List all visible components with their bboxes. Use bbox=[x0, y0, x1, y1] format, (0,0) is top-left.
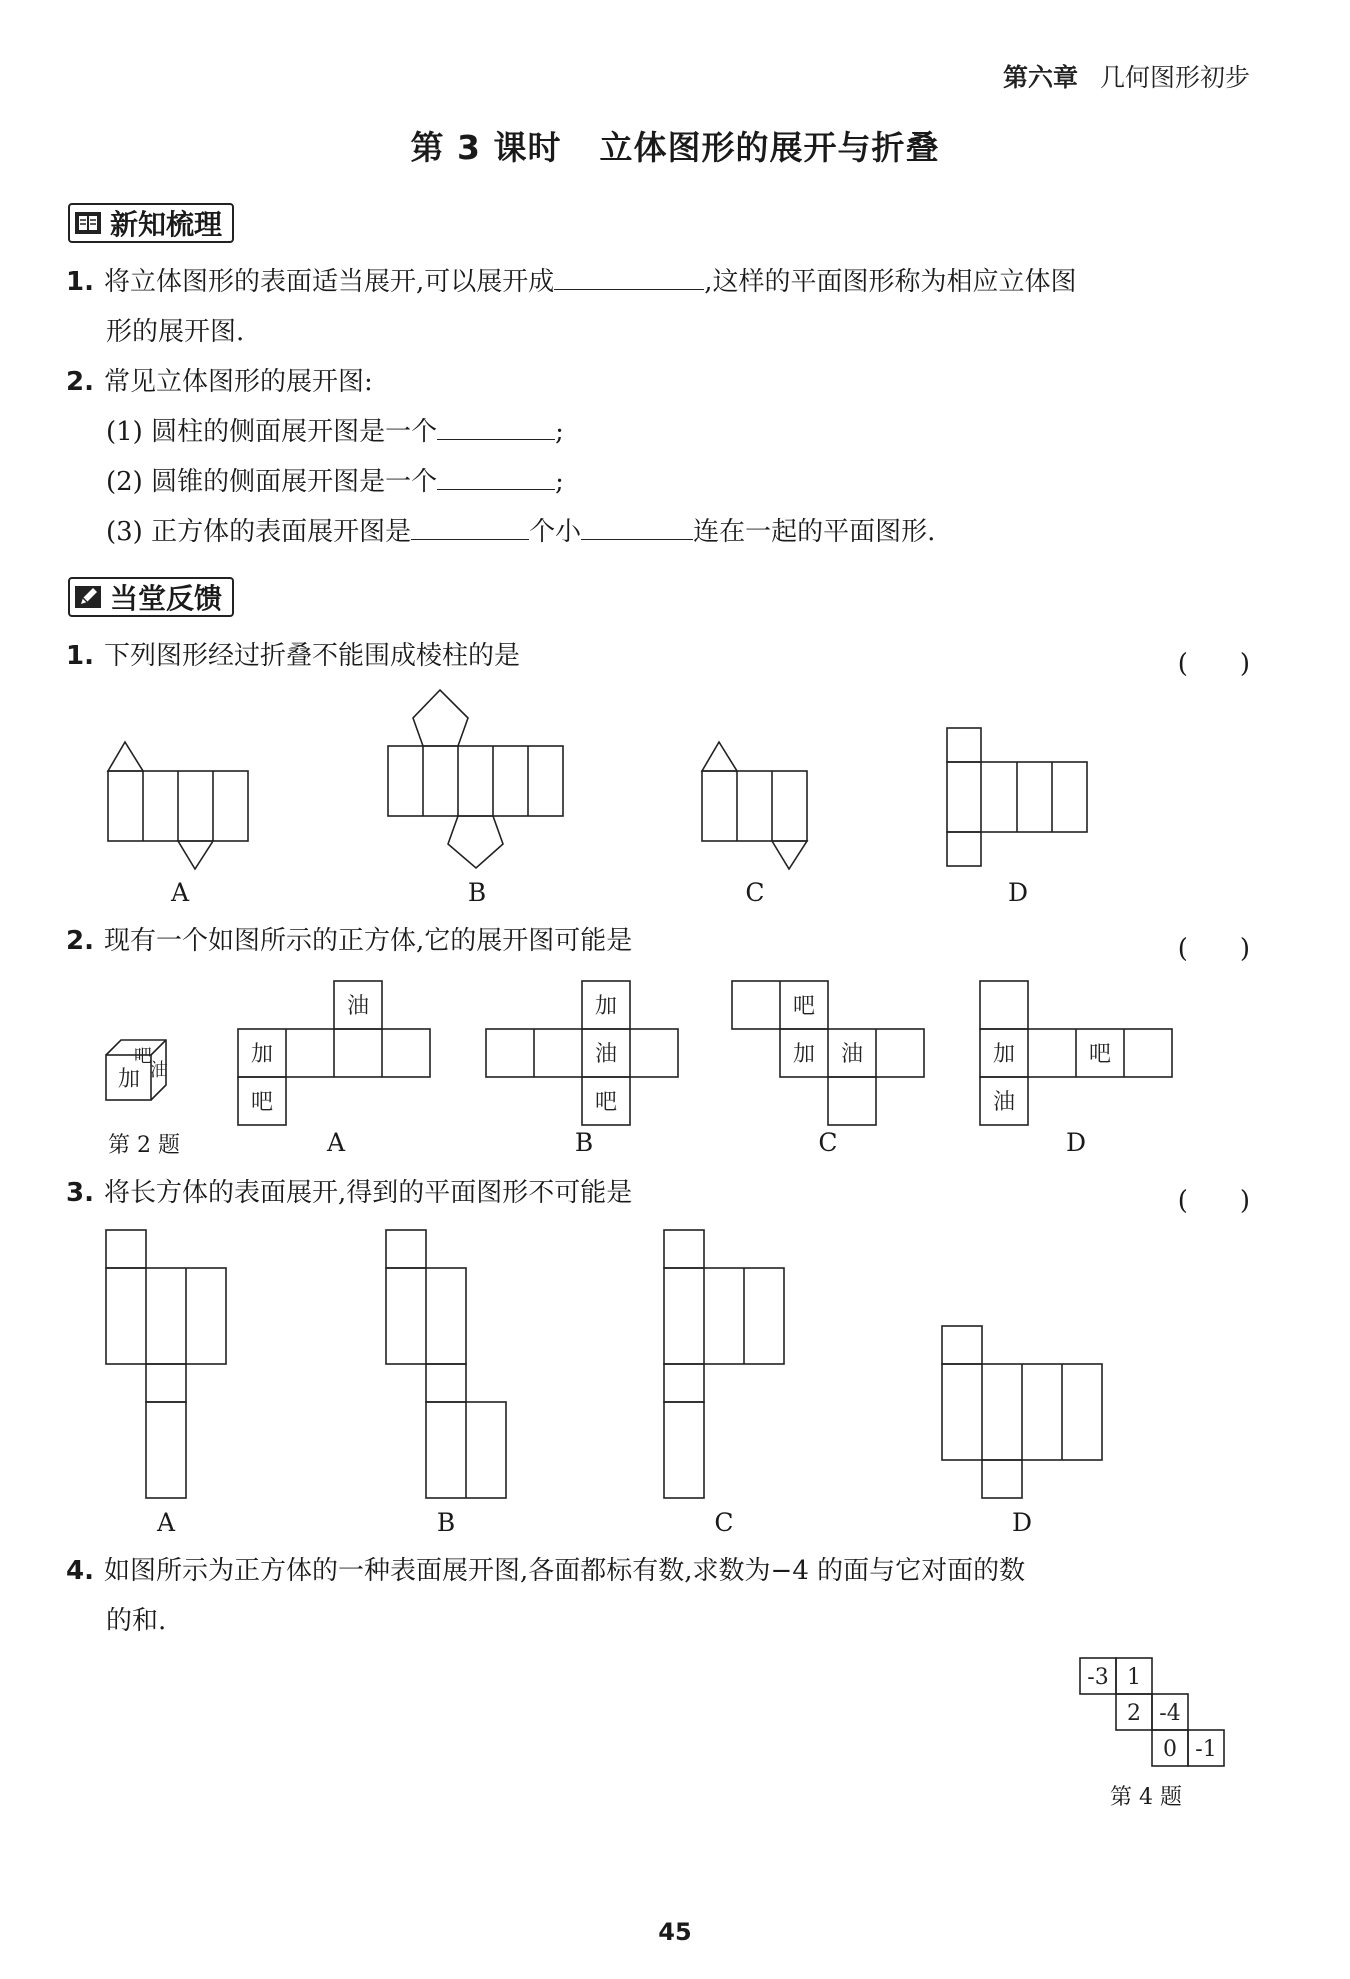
net-cell-char: 油 bbox=[992, 1090, 1016, 1115]
question-number: 1. bbox=[66, 641, 94, 671]
option-label-b[interactable]: B bbox=[467, 878, 487, 907]
net-cell-value: -4 bbox=[1159, 1701, 1181, 1726]
item-text: (1) 圆柱的侧面展开图是一个 bbox=[106, 417, 438, 447]
question-text: 现有一个如图所示的正方体,它的展开图可能是 bbox=[104, 926, 633, 956]
question-number: 1. bbox=[66, 267, 94, 297]
option-label-d[interactable]: D bbox=[1065, 1128, 1087, 1157]
s1-question-2-item-1 bbox=[106, 407, 564, 457]
item-text: 个小 bbox=[529, 517, 582, 547]
item-text: 连在一起的平面图形. bbox=[693, 517, 936, 547]
question-text: ,这样的平面图形称为相应立体图 bbox=[704, 267, 1077, 297]
item-text: (2) 圆锥的侧面展开图是一个 bbox=[106, 467, 438, 497]
option-label-a[interactable]: A bbox=[326, 1128, 346, 1157]
question-text: 下列图形经过折叠不能围成棱柱的是 bbox=[104, 641, 521, 671]
item-text: (3) 正方体的表面展开图是 bbox=[106, 517, 412, 547]
question-text: 的和. bbox=[106, 1606, 167, 1636]
answer-blank[interactable] bbox=[581, 509, 693, 540]
question-text: 常见立体图形的展开图: bbox=[104, 367, 373, 397]
answer-paren[interactable]: ( ) bbox=[1177, 934, 1250, 964]
question-number: 4. bbox=[66, 1556, 94, 1586]
q3-net-a bbox=[106, 1230, 226, 1498]
s1-question-2-item-2 bbox=[106, 457, 564, 507]
s1-question-2 bbox=[66, 357, 373, 407]
s1-question-2-item-3 bbox=[106, 507, 935, 557]
q3-net-b bbox=[386, 1230, 506, 1498]
question-4 bbox=[66, 1546, 1025, 1596]
q1-figures bbox=[0, 680, 1350, 880]
option-label-d[interactable]: D bbox=[1007, 878, 1029, 907]
s1-question-1-cont bbox=[106, 307, 244, 357]
section-header-new-knowledge bbox=[68, 203, 234, 243]
net-cell-char: 加 bbox=[250, 1042, 274, 1067]
answer-blank[interactable] bbox=[437, 409, 555, 440]
chapter-number: 第六章 bbox=[1002, 63, 1078, 92]
net-cell-char: 油 bbox=[594, 1042, 618, 1067]
q2-net-b bbox=[486, 981, 678, 1125]
net-cell-char: 吧 bbox=[250, 1090, 274, 1115]
net-cell-char: 吧 bbox=[1088, 1042, 1112, 1067]
q1-net-c bbox=[702, 742, 807, 869]
section-header-feedback bbox=[68, 577, 234, 617]
q2-net-c bbox=[732, 981, 924, 1125]
net-cell-char: 加 bbox=[792, 1042, 816, 1067]
net-cell-char: 吧 bbox=[594, 1090, 618, 1115]
lesson-number: 第 3 课时 bbox=[410, 128, 562, 167]
answer-blank[interactable] bbox=[411, 509, 529, 540]
chapter-header bbox=[1003, 58, 1250, 94]
option-label-b[interactable]: B bbox=[574, 1128, 594, 1157]
figure-caption: 第 2 题 bbox=[108, 1133, 180, 1158]
page-number: 45 bbox=[658, 1918, 692, 1946]
option-label-d[interactable]: D bbox=[1011, 1508, 1033, 1537]
question-1 bbox=[66, 631, 520, 681]
s1-question-1 bbox=[66, 257, 1077, 307]
q3-net-c bbox=[664, 1230, 784, 1498]
net-cell-char: 加 bbox=[594, 994, 618, 1019]
option-label-b[interactable]: B bbox=[436, 1508, 456, 1537]
pencil-icon bbox=[74, 584, 102, 610]
question-number: 3. bbox=[66, 1178, 94, 1208]
answer-blank[interactable] bbox=[437, 459, 555, 490]
net-cell-char: 油 bbox=[840, 1042, 864, 1067]
q3-figures bbox=[0, 1220, 1350, 1520]
option-label-c[interactable]: C bbox=[714, 1508, 734, 1537]
question-text: 将长方体的表面展开,得到的平面图形不可能是 bbox=[104, 1178, 633, 1208]
book-icon bbox=[74, 210, 102, 236]
question-number: 2. bbox=[66, 367, 94, 397]
q3-net-d bbox=[942, 1326, 1102, 1498]
punctuation: ; bbox=[555, 467, 564, 497]
question-text: 形的展开图. bbox=[106, 317, 245, 347]
net-cell-value: 0 bbox=[1163, 1737, 1177, 1762]
q2-figures bbox=[0, 970, 1350, 1170]
q1-net-a bbox=[108, 742, 248, 869]
lesson-topic: 立体图形的展开与折叠 bbox=[599, 128, 940, 167]
option-label-a[interactable]: A bbox=[170, 878, 190, 907]
question-4-cont bbox=[106, 1596, 166, 1646]
lesson-title bbox=[0, 122, 1350, 169]
section-label: 当堂反馈 bbox=[110, 582, 223, 615]
answer-blank[interactable] bbox=[554, 259, 704, 290]
punctuation: ; bbox=[555, 417, 564, 447]
option-label-c[interactable]: C bbox=[818, 1128, 838, 1157]
net-cell-value: -1 bbox=[1195, 1737, 1217, 1762]
cube-front-char: 加 bbox=[117, 1067, 141, 1092]
net-cell-value: 2 bbox=[1127, 1701, 1141, 1726]
question-text: 如图所示为正方体的一种表面展开图,各面都标有数,求数为−4 的面与它对面的数 bbox=[104, 1556, 1026, 1586]
option-label-a[interactable]: A bbox=[156, 1508, 176, 1537]
net-cell-char: 吧 bbox=[792, 994, 816, 1019]
question-3 bbox=[66, 1168, 632, 1218]
answer-paren[interactable]: ( ) bbox=[1177, 649, 1250, 679]
section-label: 新知梳理 bbox=[110, 208, 223, 241]
net-cell-char: 加 bbox=[992, 1042, 1016, 1067]
question-number: 2. bbox=[66, 926, 94, 956]
answer-paren[interactable]: ( ) bbox=[1177, 1186, 1250, 1216]
q1-net-b bbox=[388, 690, 563, 868]
question-2 bbox=[66, 916, 632, 966]
option-label-c[interactable]: C bbox=[745, 878, 765, 907]
figure-caption: 第 4 题 bbox=[1110, 1785, 1182, 1810]
chapter-title: 几何图形初步 bbox=[1099, 63, 1250, 92]
net-cell-char: 油 bbox=[346, 994, 370, 1019]
q1-net-d bbox=[947, 728, 1087, 866]
net-cell-value: 1 bbox=[1127, 1665, 1141, 1690]
q4-figure bbox=[1070, 1648, 1230, 1768]
cube-side-char: 油 bbox=[150, 1060, 168, 1081]
net-cell-value: -3 bbox=[1087, 1665, 1109, 1690]
cube-top-char: 吧 bbox=[134, 1046, 152, 1067]
question-text: 将立体图形的表面适当展开,可以展开成 bbox=[104, 267, 555, 297]
